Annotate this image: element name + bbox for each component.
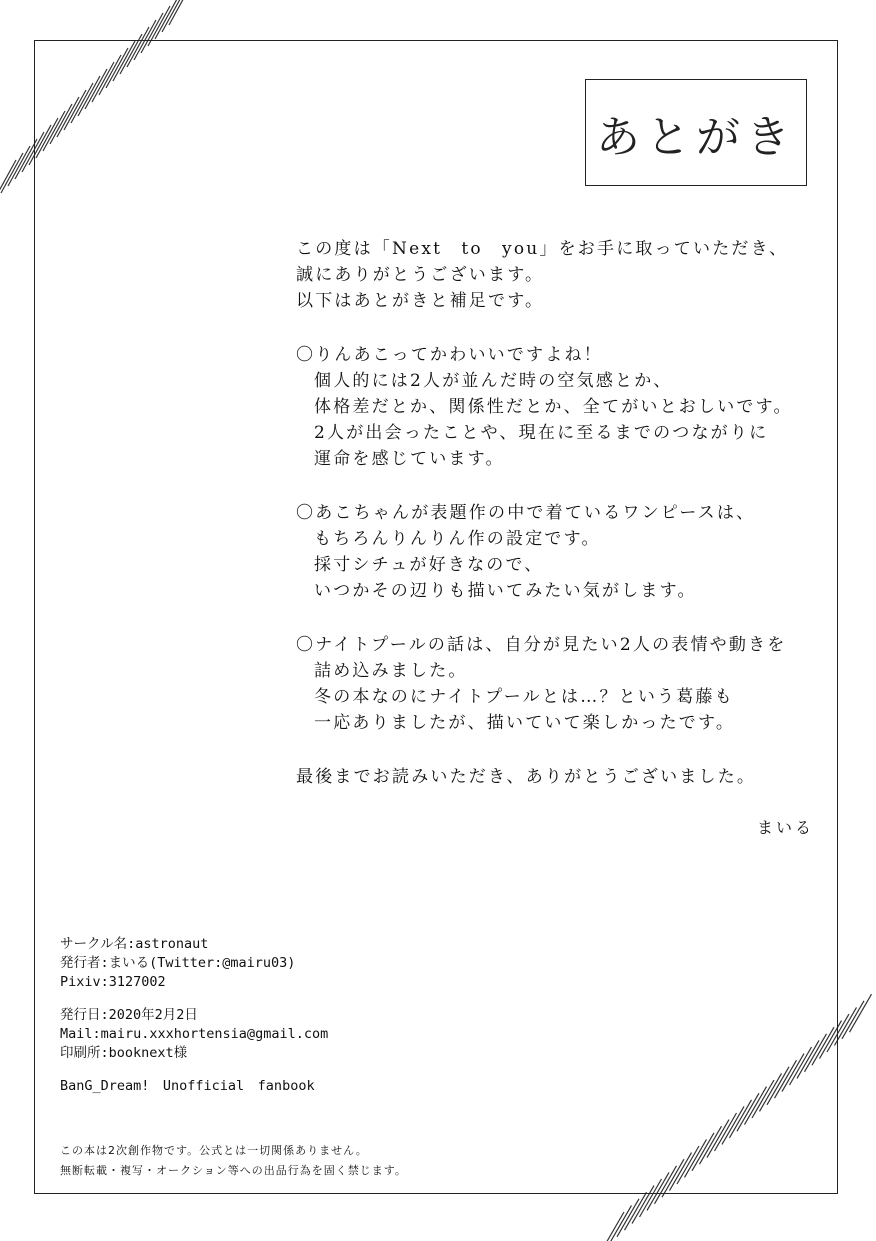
text-line: 体格差だとか、関係性だとか、全てがいとおしいです。 [314,397,793,417]
text-line: この度は「Next to you」をお手に取っていただき、 [296,239,789,259]
text-line: 2人が出会ったことや、現在に至るまでのつながりに [314,423,769,443]
text-line: 〇りんあこってかわいいですよね！ [296,345,603,365]
paragraph-rinako [296,342,836,472]
afterword-body [296,236,836,764]
text-line: 個人的には2人が並んだ時の空気感とか、 [314,371,673,391]
afterword-title-box [585,79,807,186]
publish-date: 発行日:2020年2月2日 [60,1007,198,1023]
author-signature: まいる [756,818,814,837]
hatch-stripe [155,0,177,39]
paragraph-intro [296,236,836,314]
printer-name: 印刷所:booknext様 [60,1045,188,1061]
hatch-stripe [8,146,30,186]
text-line: 一応ありましたが、描いていて楽しかったです。 [314,713,736,733]
afterword-title: あとがき [596,111,796,163]
text-line: もちろんりんりん作の設定です。 [314,529,601,549]
text-line: 運命を感じています。 [314,449,505,469]
copyright-notice [60,1141,407,1181]
contact-mail: Mail:mairu.xxxhortensia@gmail.com [60,1026,329,1042]
text-line: 冬の本なのにナイトプールとは…？という葛藤も [314,687,734,707]
publisher-name: 発行者:まいる(Twitter:@mairu03) [60,955,296,971]
paragraph-nightpool [296,632,836,736]
fanbook-label: BanG_Dream! Unofficial fanbook [60,1078,315,1094]
text-line: 詰め込みました。 [314,661,468,681]
text-line: 以下はあとがきと補足です。 [296,291,545,311]
hatch-stripe [1,153,23,193]
text-line: 〇ナイトプールの話は、自分が見たい2人の表情や動きを [296,635,787,655]
colophon-fanbook [60,1077,328,1096]
notice-line: 無断転載・複写・オークション等への出品行為を固く禁じます。 [60,1164,407,1177]
colophon-circle-info [60,935,328,992]
colophon [60,935,328,1110]
text-line: 誠にありがとうございます。 [296,265,545,285]
text-line: 採寸シチュが好きなので、 [314,555,544,575]
paragraph-onepiece [296,500,836,604]
pixiv-id: Pixiv:3127002 [60,974,166,990]
notice-line: この本は2次創作物です。公式とは一切関係ありません。 [60,1144,368,1157]
text-line: 〇あこちゃんが表題作の中で着ているワンピースは、 [296,503,756,523]
closing-message: 最後までお読みいただき、ありがとうございました。 [296,767,757,787]
colophon-publish-info [60,1006,328,1063]
circle-name: サークル名:astronaut [60,936,209,952]
text-line: いつかその辺りも描いてみたい気がします。 [314,581,697,601]
